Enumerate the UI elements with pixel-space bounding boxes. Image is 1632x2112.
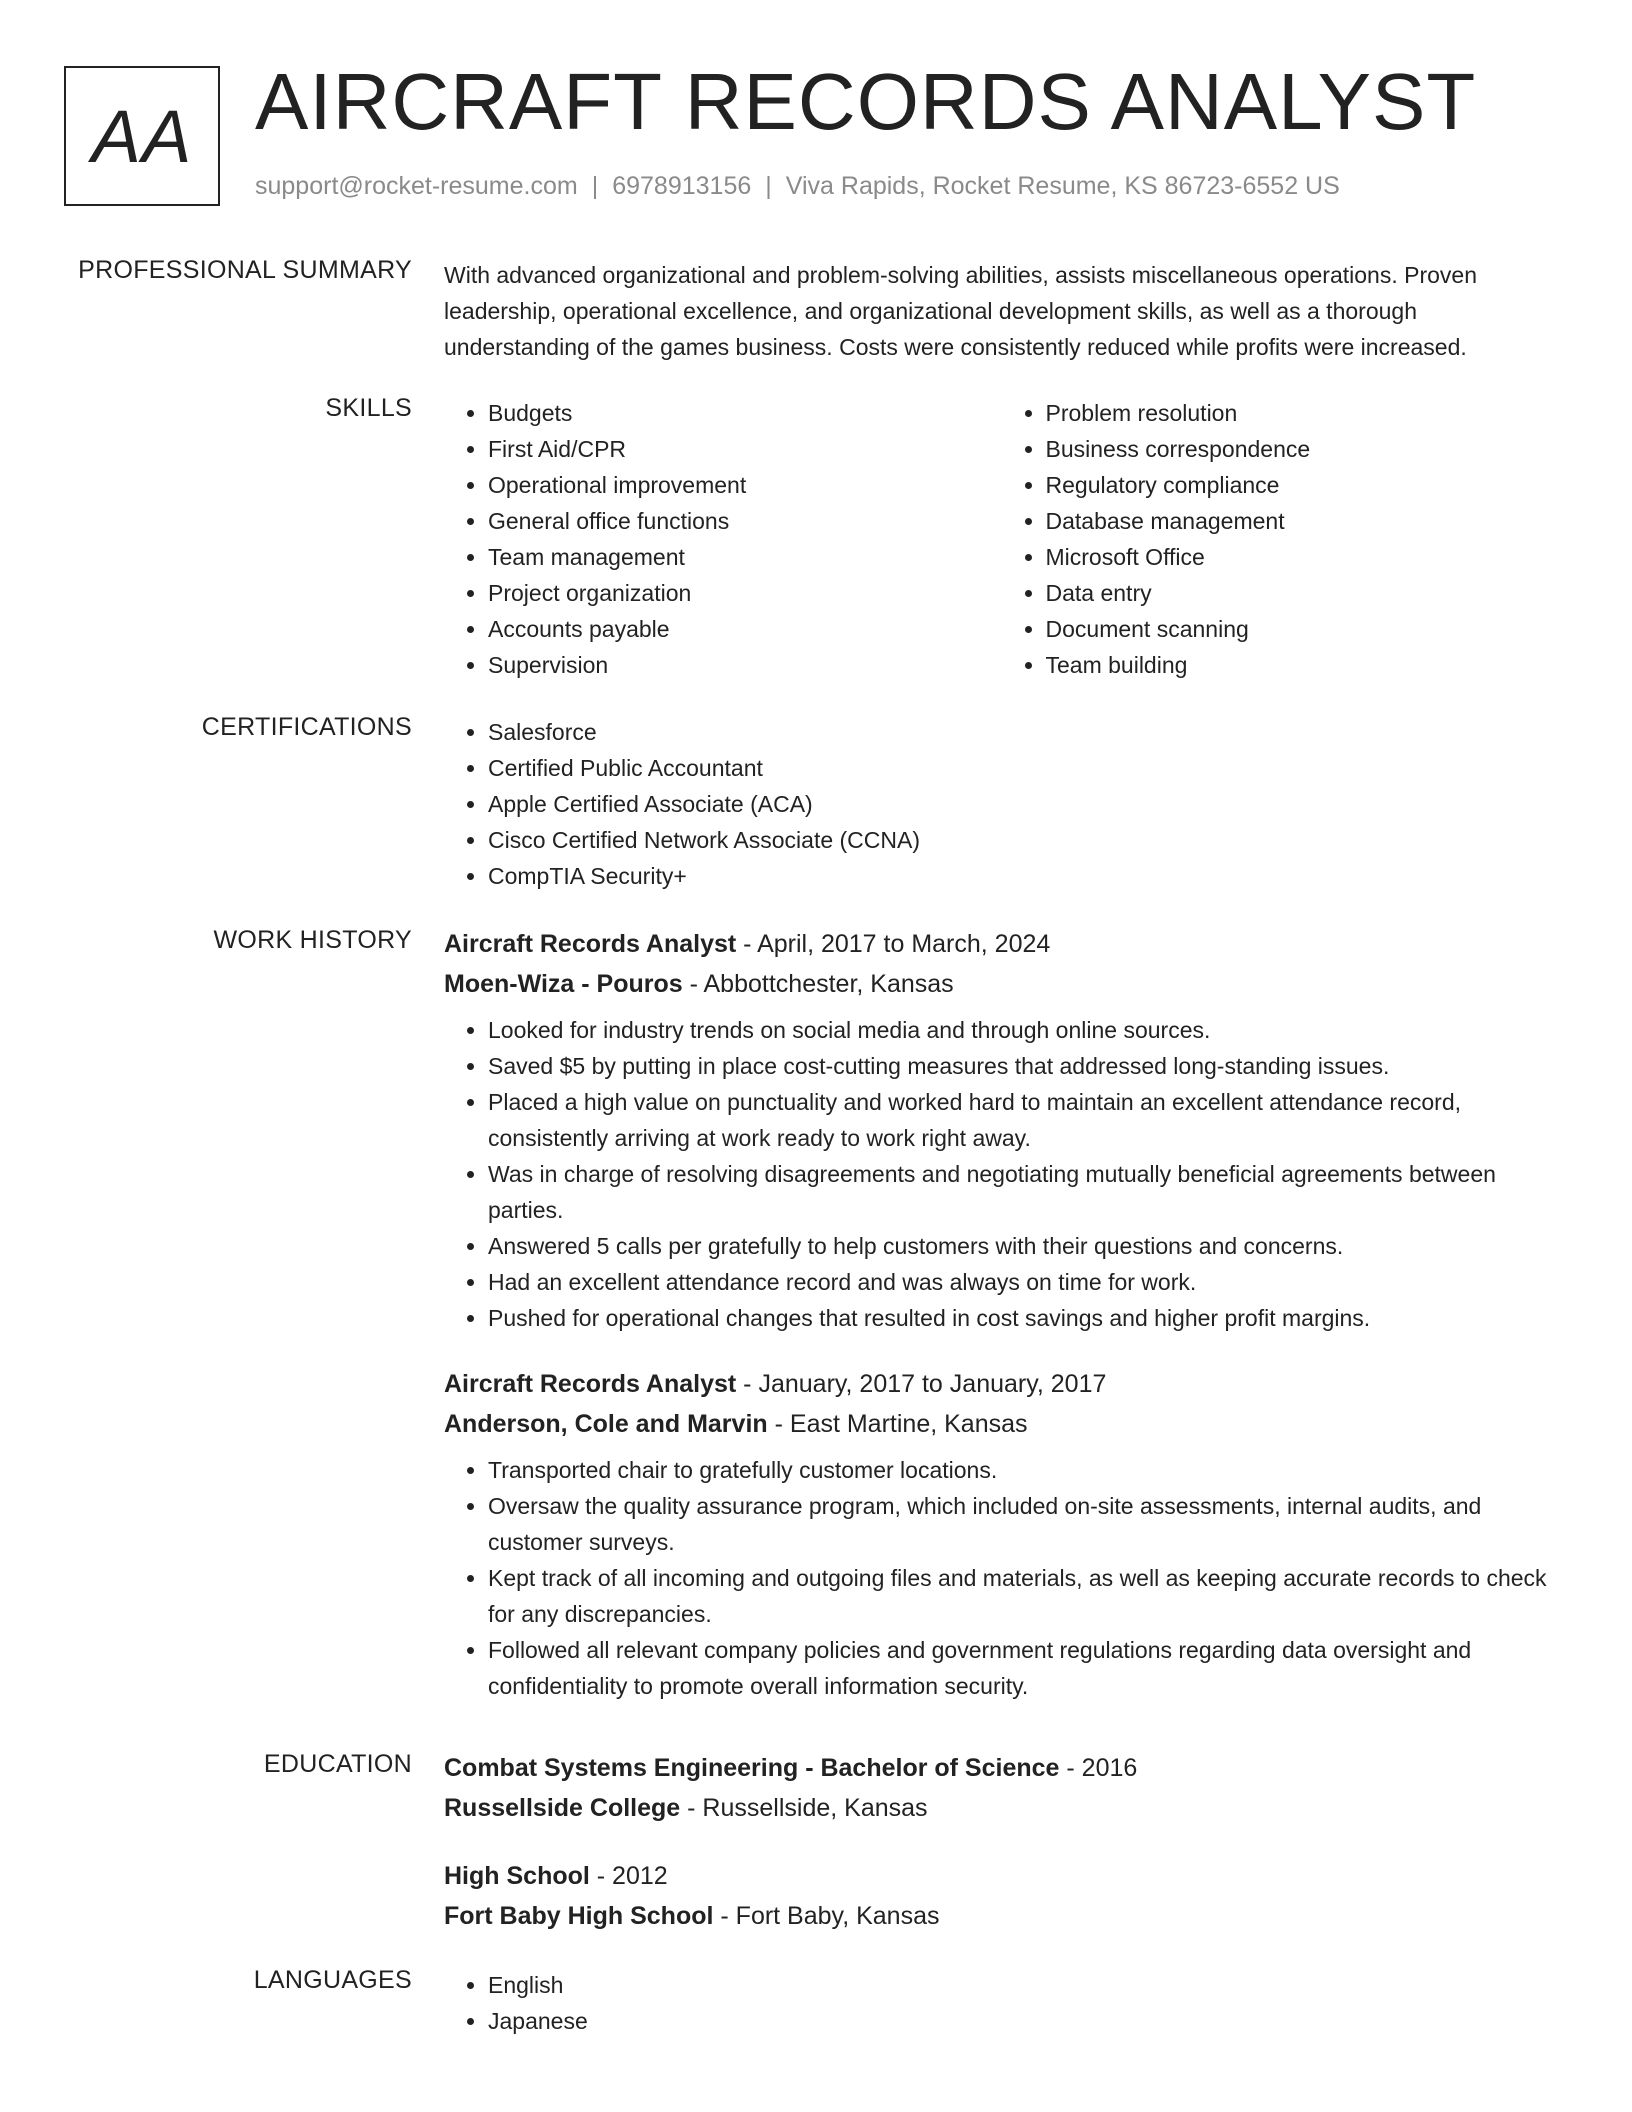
skill-item: • Data entry xyxy=(1046,575,1560,611)
job-title-line xyxy=(444,1364,1559,1404)
degree-year: - 2012 xyxy=(589,1862,668,1890)
monogram-logo: AA xyxy=(64,66,220,206)
languages-content xyxy=(444,1967,1559,2039)
skill-item: • Regulatory compliance xyxy=(1046,467,1560,503)
contact-line xyxy=(255,172,1340,201)
job-dates: - January, 2017 to January, 2017 xyxy=(736,1370,1107,1398)
skill-item: • Document scanning xyxy=(1046,611,1560,647)
contact-separator: | xyxy=(765,172,772,200)
job-bullet: • Oversaw the quality assurance program, which included on-site assessments, internal audits, and customer surveys. xyxy=(488,1488,1559,1560)
skill-item: • Supervision xyxy=(488,647,1002,683)
skill-item: • Team management xyxy=(488,539,1002,575)
job-company: Anderson, Cole and Marvin xyxy=(444,1410,768,1438)
summary-content xyxy=(444,257,1559,365)
skill-item: • Database management xyxy=(1046,503,1560,539)
languages-list xyxy=(444,1967,1559,2039)
job-bullets xyxy=(444,1012,1559,1336)
school-location: - Fort Baby, Kansas xyxy=(713,1902,940,1930)
language-item: • English xyxy=(488,1967,1559,2003)
skills-content xyxy=(444,395,1559,683)
skill-item: • Team building xyxy=(1046,647,1560,683)
job-entry xyxy=(444,1364,1559,1704)
contact-address: Viva Rapids, Rocket Resume, KS 86723-6552 US xyxy=(785,172,1340,200)
education-content xyxy=(444,1748,1559,1964)
certifications-content xyxy=(444,714,1559,894)
section-label: LANGUAGES xyxy=(253,1966,412,1994)
work-history-content xyxy=(444,924,1559,1732)
job-bullet: • Was in charge of resolving disagreements and negotiating mutually beneficial agreements between parties. xyxy=(488,1156,1559,1228)
degree-year: - 2016 xyxy=(1059,1754,1138,1782)
job-company-line xyxy=(444,964,1559,1004)
job-bullet: • Had an excellent attendance record and was always on time for work. xyxy=(488,1264,1559,1300)
skill-item: • General office functions xyxy=(488,503,1002,539)
skills-column-1 xyxy=(444,395,1002,683)
skill-item: • Project organization xyxy=(488,575,1002,611)
certification-item: • Salesforce xyxy=(488,714,1559,750)
education-entry xyxy=(444,1748,1559,1828)
degree-line xyxy=(444,1748,1559,1788)
job-bullet: • Transported chair to gratefully customer locations. xyxy=(488,1452,1559,1488)
job-bullets xyxy=(444,1452,1559,1704)
job-dates: - April, 2017 to March, 2024 xyxy=(736,930,1051,958)
certifications-list xyxy=(444,714,1559,894)
skill-item: • Accounts payable xyxy=(488,611,1002,647)
contact-separator: | xyxy=(591,172,599,200)
job-bullet: • Pushed for operational changes that resulted in cost savings and higher profit margins. xyxy=(488,1300,1559,1336)
summary-text: With advanced organizational and problem-solving abilities, assists miscellaneous operations. Proven leadership, operational excellence, and organizational development skills, as well as a thorough understanding of the games business. Costs were consistently reduced while profits were increased. xyxy=(444,262,1477,360)
section-label: WORK HISTORY xyxy=(213,926,412,954)
language-item: • Japanese xyxy=(488,2003,1559,2039)
skill-item: • Business correspondence xyxy=(1046,431,1560,467)
contact-email: support@rocket-resume.com xyxy=(255,172,578,200)
job-bullet: • Placed a high value on punctuality and worked hard to maintain an excellent attendance record, consistently arriving at work ready to work right away. xyxy=(488,1084,1559,1156)
job-location: - Abbottchester, Kansas xyxy=(682,970,954,998)
skill-item: • Problem resolution xyxy=(1046,395,1560,431)
skill-item: • First Aid/CPR xyxy=(488,431,1002,467)
school-line xyxy=(444,1896,1559,1936)
certification-item: • Certified Public Accountant xyxy=(488,750,1559,786)
certification-item: • CompTIA Security+ xyxy=(488,858,1559,894)
certification-item: • Cisco Certified Network Associate (CCNA) xyxy=(488,822,1559,858)
section-label: CERTIFICATIONS xyxy=(201,713,412,741)
skills-column-2 xyxy=(1002,395,1560,683)
job-bullet: • Answered 5 calls per gratefully to help customers with their questions and concerns. xyxy=(488,1228,1559,1264)
degree: Combat Systems Engineering - Bachelor of Science xyxy=(444,1754,1060,1782)
section-label: SKILLS xyxy=(325,394,412,422)
job-title-line xyxy=(444,924,1559,964)
school-line xyxy=(444,1788,1559,1828)
job-bullet: • Kept track of all incoming and outgoing files and materials, as well as keeping accurate records to check for any discrepancies. xyxy=(488,1560,1559,1632)
school-location: - Russellside, Kansas xyxy=(680,1794,928,1822)
job-bullet: • Looked for industry trends on social media and through online sources. xyxy=(488,1012,1559,1048)
job-title: Aircraft Records Analyst xyxy=(444,1370,737,1398)
contact-phone: 6978913156 xyxy=(612,172,752,200)
degree-line xyxy=(444,1856,1559,1896)
candidate-title: AIRCRAFT RECORDS ANALYST xyxy=(255,57,1477,146)
job-bullet: • Followed all relevant company policies and government regulations regarding data oversight and confidentiality to promote overall information security. xyxy=(488,1632,1559,1704)
section-label: EDUCATION xyxy=(263,1750,412,1778)
section-label: PROFESSIONAL SUMMARY xyxy=(78,256,412,284)
job-title: Aircraft Records Analyst xyxy=(444,930,737,958)
job-entry xyxy=(444,924,1559,1336)
school: Russellside College xyxy=(444,1794,681,1822)
education-entry xyxy=(444,1856,1559,1936)
skill-item: • Budgets xyxy=(488,395,1002,431)
job-company-line xyxy=(444,1404,1559,1444)
school: Fort Baby High School xyxy=(444,1902,714,1930)
job-bullet: • Saved $5 by putting in place cost-cutting measures that addressed long-standing issues. xyxy=(488,1048,1559,1084)
skill-item: • Operational improvement xyxy=(488,467,1002,503)
job-location: - East Martine, Kansas xyxy=(767,1410,1028,1438)
skill-item: • Microsoft Office xyxy=(1046,539,1560,575)
certification-item: • Apple Certified Associate (ACA) xyxy=(488,786,1559,822)
degree: High School xyxy=(444,1862,590,1890)
job-company: Moen-Wiza - Pouros xyxy=(444,970,683,998)
